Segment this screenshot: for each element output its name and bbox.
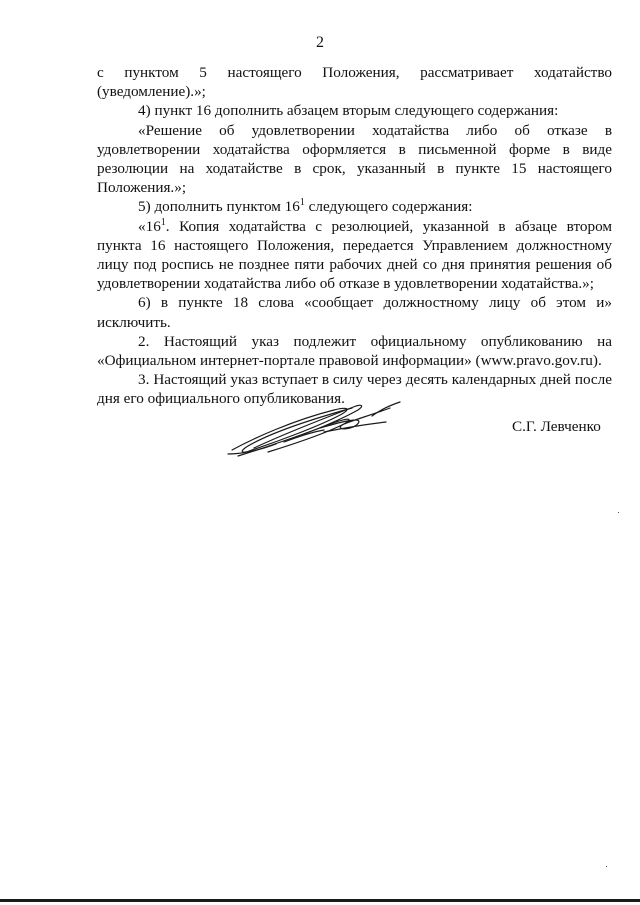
scan-edge-line <box>0 899 640 902</box>
paragraph-item-6: 6) в пункте 18 слова «сообщает должностному лицу об этом и» исключить. <box>97 294 612 331</box>
paragraph-quote-resolution: «Решение об удовлетворении ходатайства либо об отказе в удовлетворении ходатайства оформляется в письменной форме в виде резолюции на ходатайстве в срок, указанный в пункте 15 настоящего Положения.»; <box>97 121 612 197</box>
paragraph-quote-16-1-text: . Копия ходатайства с резолюцией, указанной в абзаце втором пункта 16 настоящего Положения, передается Управлением должностному лицу под роспись не позднее пяти рабочих дней со дня принятия решения об удовлетворении ходатайства либо об отказе в удовлетворении ходатайства.»; <box>97 217 612 293</box>
superscript-mark: 1 <box>160 216 166 228</box>
scan-speck <box>606 866 607 867</box>
paragraph-quote-16-1 <box>97 217 612 294</box>
document-body <box>97 63 612 409</box>
signer-name: С.Г. Левченко <box>512 418 601 435</box>
handwritten-signature <box>224 398 414 466</box>
superscript-mark: 1 <box>299 197 305 209</box>
paragraph-article-3: 3. Настоящий указ вступает в силу через десять календарных дней после дня его официального опубликования. <box>97 371 612 408</box>
scan-speck <box>618 512 619 513</box>
paragraph-item-5-tail: следующего содержания: <box>304 198 473 216</box>
paragraph-item-4: 4) пункт 16 дополнить абзацем вторым следующего содержания: <box>138 102 559 120</box>
paragraph-article-2: 2. Настоящий указ подлежит официальному опубликованию на «Официальном интернет-портале правовой информации» (www.pravo.gov.ru). <box>97 332 612 370</box>
paragraph-item-5-text: 5) дополнить пунктом 16 <box>138 198 300 216</box>
paragraph-quote-16-1-lead: «16 <box>138 217 161 235</box>
paragraph-item-5 <box>97 197 612 216</box>
page-number: 2 <box>316 34 324 51</box>
paragraph-continuation: с пунктом 5 настоящего Положения, рассматривает ходатайство (уведомление).»; <box>97 64 612 101</box>
